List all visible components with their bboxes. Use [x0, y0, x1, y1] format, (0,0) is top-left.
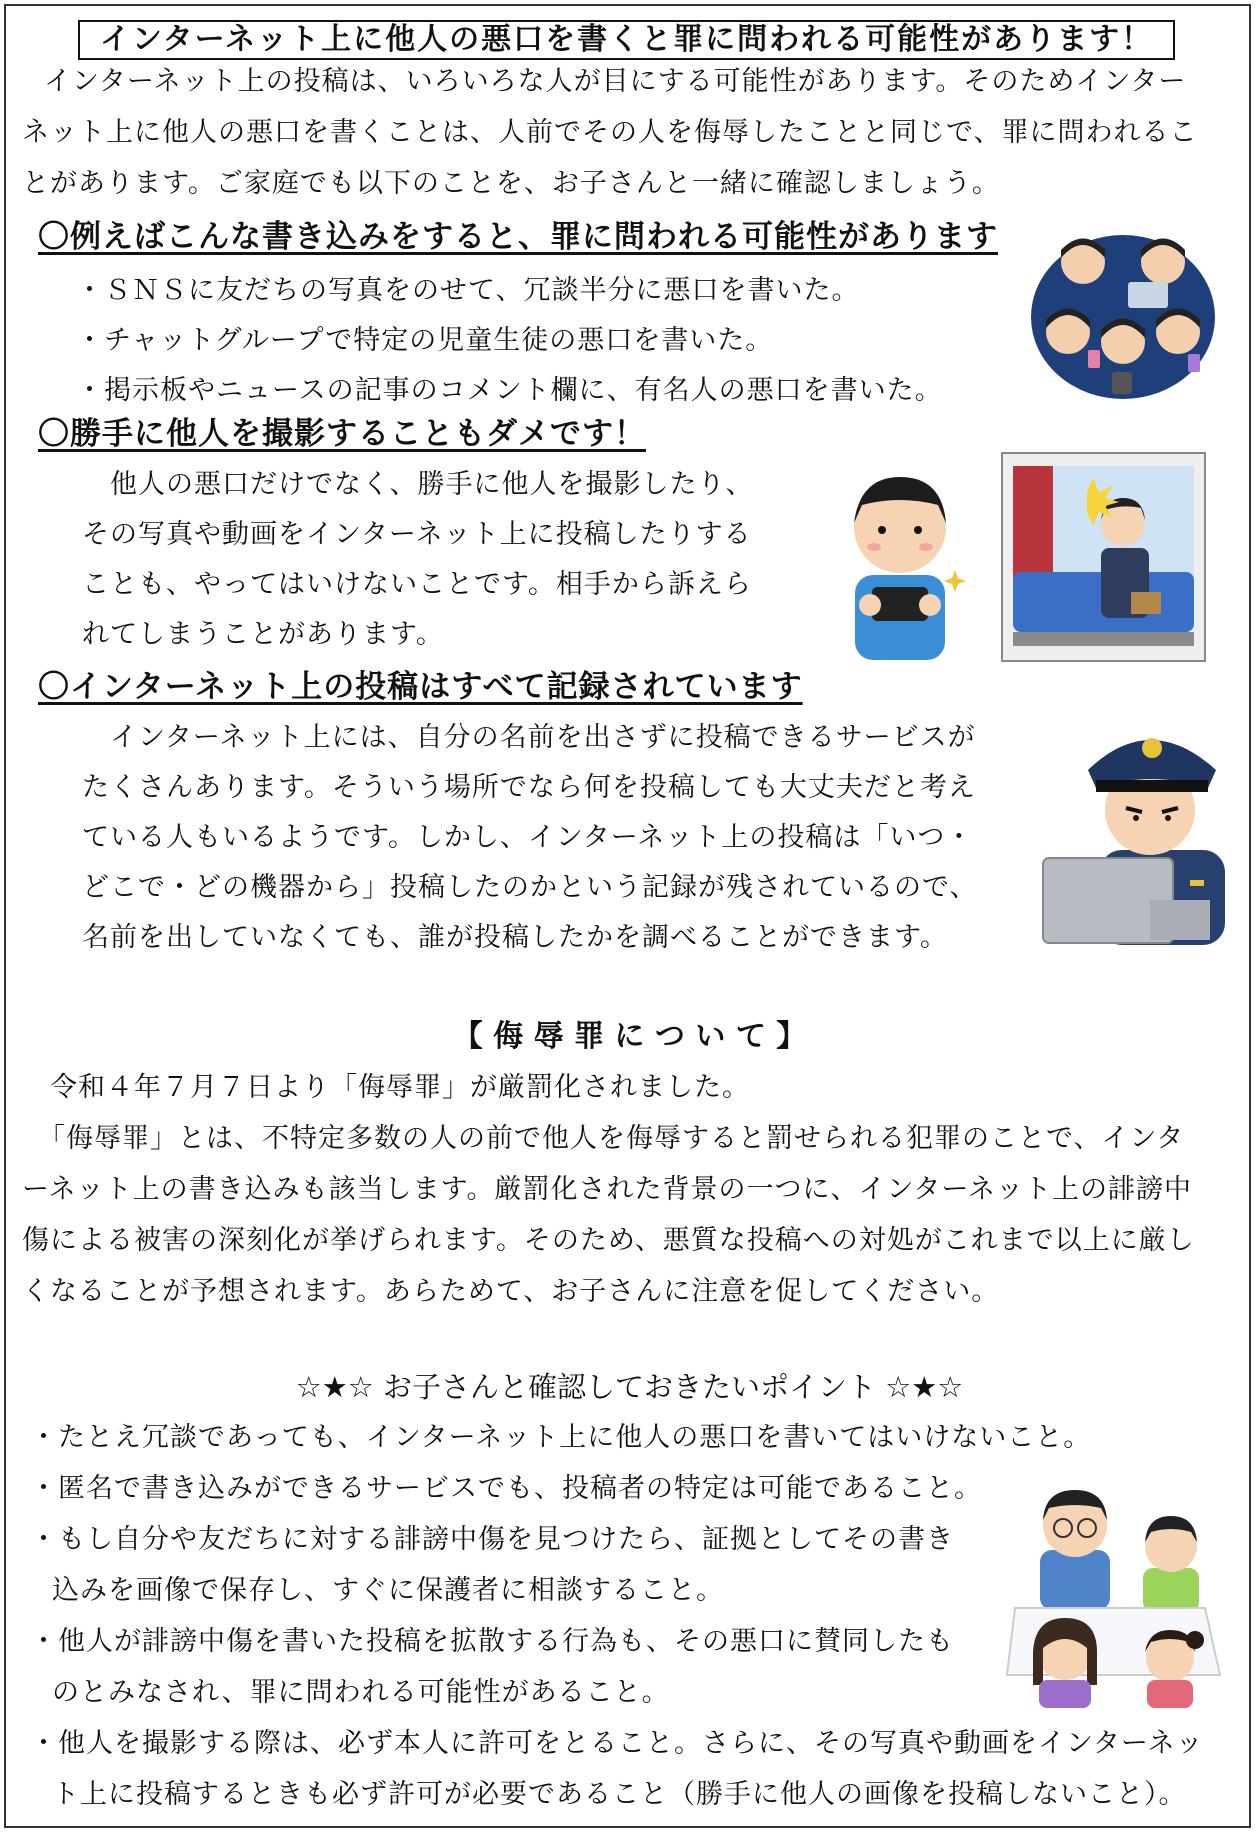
- section1-item-2: ・チャットグループで特定の児童生徒の悪口を書いた。: [76, 325, 774, 356]
- section3-line-1: インターネット上には、自分の名前を出さずに投稿できるサービスが: [110, 722, 976, 753]
- section1-item-1: ・ＳＮＳに友だちの写真をのせて、冗談半分に悪口を書いた。: [76, 275, 860, 306]
- point-line-6: のとみなされ、罪に問われる可能性があること。: [52, 1677, 670, 1708]
- insult-line-2: 「侮辱罪」とは、不特定多数の人の前で他人を侮辱すると罰せられる犯罪のことで、インタ: [38, 1123, 1185, 1154]
- section3-line-5: 名前を出していなくても、誰が投稿したかを調べることができます。: [82, 922, 948, 953]
- section3-heading: 〇インターネット上の投稿はすべて記録されています: [38, 669, 803, 705]
- page-title: インターネット上に他人の悪口を書くと罪に問われる可能性があります！: [78, 20, 1175, 60]
- section1-heading: 〇例えばこんな書き込みをすると、罪に問われる可能性があります: [38, 219, 998, 255]
- family-discussion-illustration: [1005, 1480, 1225, 1710]
- section2-line-1: 他人の悪口だけでなく、勝手に他人を撮影したり、: [110, 469, 754, 500]
- group-smartphone-illustration: [1028, 222, 1218, 402]
- intro-line-3: とがあります。ご家庭でも以下のことを、お子さんと一緒に確認しましょう。: [22, 168, 1000, 199]
- point-line-3: ・もし自分や友だちに対する誹謗中傷を見つけたら、証拠としてその書き: [30, 1524, 954, 1555]
- section2-heading: 〇勝手に他人を撮影することもダメです！: [38, 416, 646, 452]
- section1-item-3: ・掲示板やニュースの記事のコメント欄に、有名人の悪口を書いた。: [76, 375, 943, 406]
- section3-line-3: ている人もいるようです。しかし、インターネット上の投稿は「いつ・: [82, 822, 974, 853]
- insult-crime-heading: 【 侮 辱 罪 に つ い て 】: [452, 1019, 807, 1054]
- point-line-2: ・匿名で書き込みができるサービスでも、投稿者の特定は可能であること。: [30, 1473, 982, 1504]
- section2-line-2: その写真や動画をインターネット上に投稿したりする: [82, 519, 752, 550]
- point-line-1: ・たとえ冗談であっても、インターネット上に他人の悪口を書いてはいけないこと。: [30, 1422, 1092, 1453]
- insult-line-3: ーネット上の書き込みも該当します。厳罰化された背景の一つに、インターネット上の誹謗中: [22, 1174, 1193, 1205]
- points-heading: ☆★☆ お子さんと確認しておきたいポイント ☆★☆: [295, 1370, 964, 1404]
- intro-line-1: インターネット上の投稿は、いろいろな人が目にする可能性があります。そのためインター: [44, 66, 1187, 97]
- insult-line-1: 令和４年７月７日より「侮辱罪」が厳罰化されました。: [50, 1072, 750, 1103]
- train-photo-illustration: [1001, 452, 1206, 662]
- point-line-4: 込みを画像で保存し、すぐに保護者に相談すること。: [52, 1575, 724, 1606]
- point-line-7: ・他人を撮影する際は、必ず本人に許可をとること。さらに、その写真や動画をインターネッ: [30, 1728, 1204, 1759]
- insult-line-4: 傷による被害の深刻化が挙げられます。そのため、悪質な投稿への対処がこれまで以上に厳し: [22, 1225, 1195, 1256]
- insult-line-5: くなることが予想されます。あらためて、お子さんに注意を促してください。: [22, 1276, 1000, 1307]
- section2-line-4: れてしまうことがあります。: [82, 619, 444, 650]
- section3-line-4: どこで・どの機器から」投稿したのかという記録が残されているので、: [82, 872, 978, 903]
- boy-taking-photo-illustration: [830, 465, 970, 660]
- section3-line-2: たくさんあります。そういう場所でなら何を投稿しても大丈夫だと考え: [82, 772, 976, 803]
- police-officer-laptop-illustration: [1040, 710, 1230, 950]
- intro-line-2: ネット上に他人の悪口を書くことは、人前でその人を侮辱したことと同じで、罪に問われるこ: [22, 117, 1198, 148]
- point-line-5: ・他人が誹謗中傷を書いた投稿を拡散する行為も、その悪口に賛同したも: [30, 1626, 954, 1657]
- point-line-8: ト上に投稿するときも必ず許可が必要であること（勝手に他人の画像を投稿しないこと）。: [52, 1779, 1187, 1810]
- section2-line-3: ことも、やってはいけないことです。相手から訴えら: [82, 569, 752, 600]
